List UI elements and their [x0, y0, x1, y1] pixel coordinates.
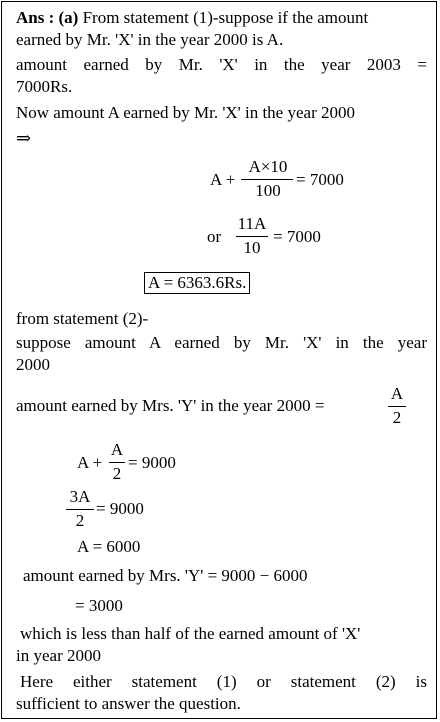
answer-line-2: earned by Mr. 'X' in the year 2000 is A. [16, 30, 284, 49]
stmt2-fraction-denominator: 2 [392, 408, 402, 427]
answer-line-5: Now amount A earned by Mr. 'X' in the year 2000 [16, 103, 355, 122]
eq2-numerator: 11A [237, 214, 267, 233]
stmt2-line-1: from statement (2)- [16, 309, 149, 328]
stmt2-line-4: amount earned by Mrs. 'Y' in the year 2000 = [16, 396, 325, 415]
eq3-fraction-bar [109, 462, 125, 463]
eq6: amount earned by Mrs. 'Y' = 9000 − 6000 [23, 566, 308, 585]
eq3-numerator: A [110, 440, 124, 459]
eq2-rhs: = 7000 [273, 227, 321, 246]
result-box: A = 6363.6Rs. [144, 272, 250, 294]
stmt2-fraction-bar [388, 406, 406, 407]
eq3-denominator: 2 [112, 464, 122, 483]
answer-line-3: amount earned by Mr. 'X' in the year 2003 = [16, 55, 427, 74]
eq7: = 3000 [75, 596, 123, 615]
answer-line-1 [16, 8, 368, 28]
concl-line-4: sufficient to answer the question. [16, 694, 241, 713]
concl-line-2: in year 2000 [16, 646, 101, 665]
answer-label: Ans : [16, 8, 59, 27]
eq1-fraction-bar [241, 179, 293, 180]
eq1-lhs: A + [210, 170, 236, 189]
eq3-lhs: A + [77, 453, 103, 472]
implies-symbol: ⇒ [16, 128, 32, 148]
eq2-denominator: 10 [243, 238, 261, 257]
stmt2-line-3: 2000 [16, 355, 50, 374]
eq1-denominator: 100 [255, 181, 281, 200]
concl-line-1: which is less than half of the earned amount of 'X' [20, 624, 361, 643]
eq4-fraction-bar [66, 509, 94, 510]
answer-option: (a) [58, 8, 79, 27]
eq3-rhs: = 9000 [128, 453, 176, 472]
eq4-numerator: 3A [69, 487, 91, 506]
concl-line-3: Here either statement (1) or statement (2) is [20, 672, 427, 691]
eq4-denominator: 2 [75, 511, 85, 530]
answer-line-4: 7000Rs. [16, 77, 73, 96]
eq4-rhs: = 9000 [96, 499, 144, 518]
answer-line-1-text: From statement (1)-suppose if the amount [78, 8, 369, 27]
stmt2-line-2: suppose amount A earned by Mr. 'X' in the year [16, 333, 427, 352]
eq2-prefix: or [207, 227, 222, 246]
eq1-rhs: = 7000 [296, 170, 344, 189]
eq1-numerator: A×10 [248, 157, 288, 176]
eq5: A = 6000 [77, 537, 141, 556]
stmt2-fraction-numerator: A [390, 384, 404, 403]
eq2-fraction-bar [236, 236, 268, 237]
